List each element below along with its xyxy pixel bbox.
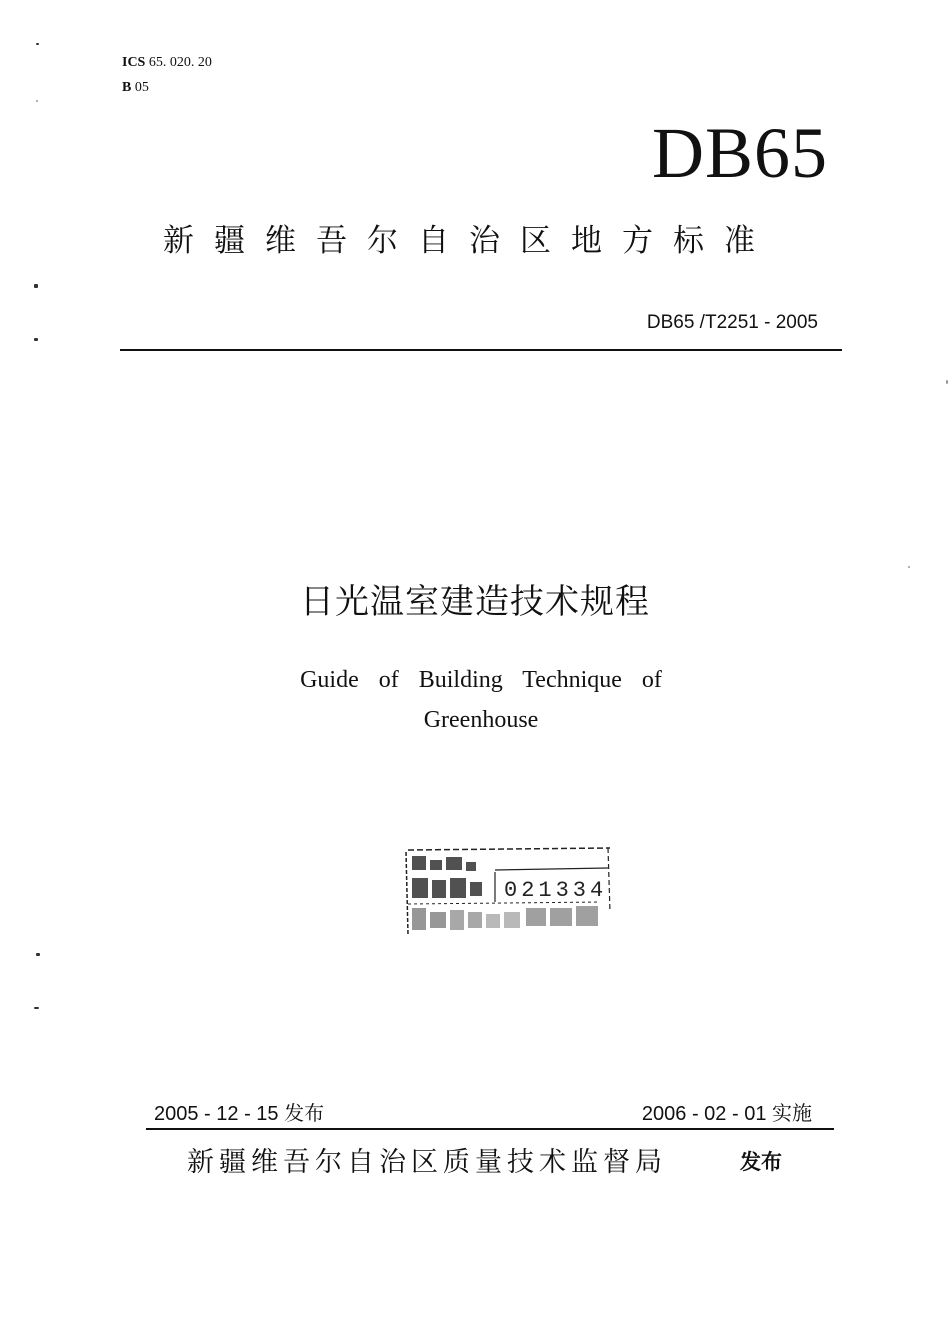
document-title-english-line1: Guide of Building Technique of [300, 667, 662, 693]
footer-divider [146, 1128, 834, 1130]
issue-date: 2005 - 12 - 15 发布 [154, 1103, 325, 1125]
document-title-chinese: 日光温室建造技术规程 [300, 582, 650, 622]
ics-code: ICS 65. 020. 20 [122, 55, 212, 70]
scan-speck [908, 566, 910, 568]
ccs-code: B 05 [122, 80, 149, 95]
scan-speck [36, 953, 40, 956]
standard-logo: DB65 [651, 113, 828, 193]
document-title-english-line2: Greenhouse [423, 707, 539, 733]
header-divider [120, 349, 842, 351]
implementation-date: 2006 - 02 - 01 实施 [641, 1103, 812, 1125]
scan-speck [36, 100, 38, 102]
scan-speck [36, 43, 39, 45]
scan-speck [34, 1007, 39, 1009]
standard-type: 新疆维吾尔自治区地方标准 [163, 223, 775, 259]
scan-speck [34, 338, 38, 341]
svg-text:021334: 021334 [504, 878, 608, 903]
archive-stamp [400, 842, 615, 942]
scan-speck [34, 284, 38, 288]
issue-word: 发布 [740, 1150, 782, 1174]
scan-speck [946, 380, 948, 384]
standard-number: DB65 /T2251 - 2005 [646, 312, 818, 333]
issuing-authority: 新疆维吾尔自治区质量技术监督局 [187, 1147, 667, 1178]
